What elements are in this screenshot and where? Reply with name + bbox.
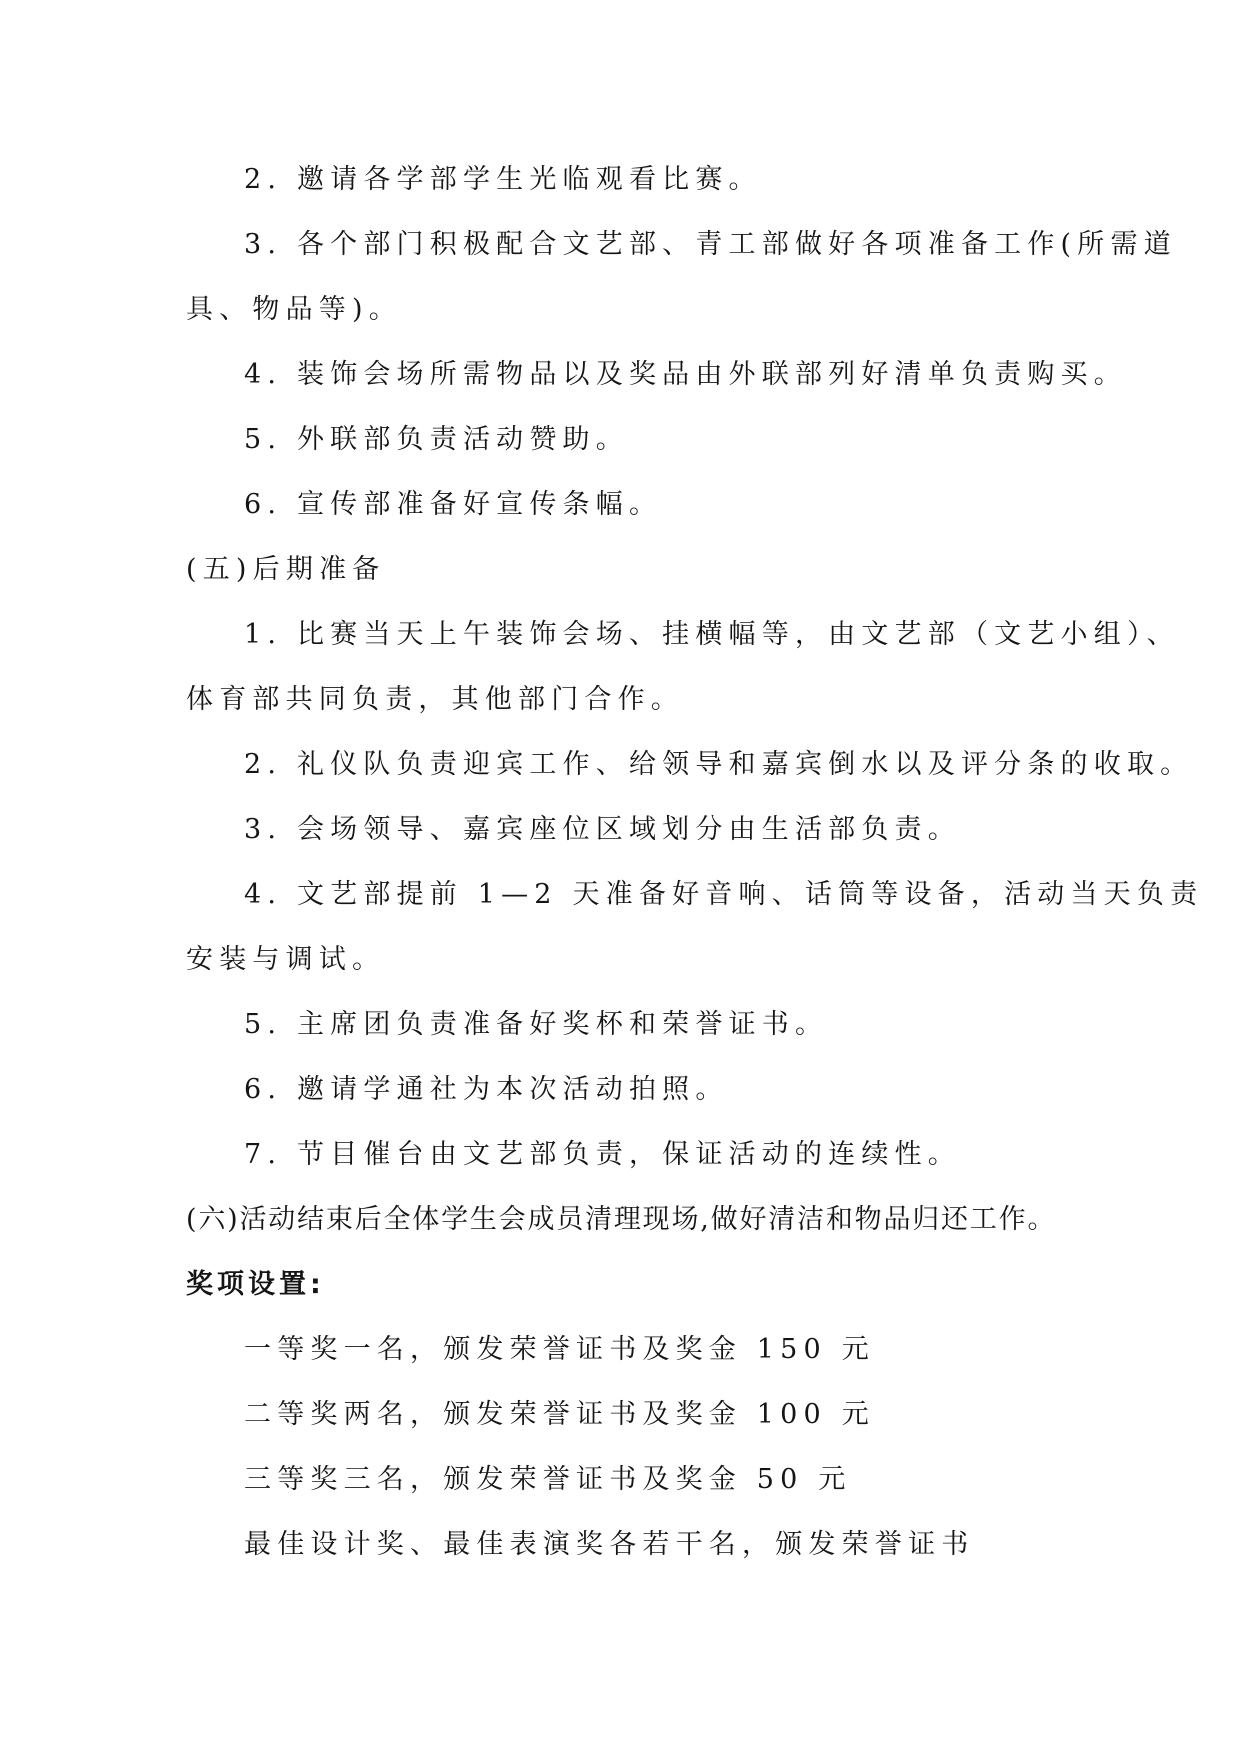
- item-trophies-certificates: 5. 主席团负责准备好奖杯和荣誉证书。: [244, 1009, 829, 1040]
- award-third-prize: 三等奖三名，颁发荣誉证书及奖金 50 元: [244, 1464, 852, 1495]
- section-cleanup: (六)活动结束后全体学生会成员清理现场,做好清洁和物品归还工作。: [186, 1204, 1057, 1235]
- item-photography: 6. 邀请学通社为本次活动拍照。: [244, 1074, 729, 1105]
- item-invite-students: 2. 邀请各学部学生光临观看比赛。: [244, 164, 762, 195]
- item-audio-equipment: 4. 文艺部提前 1—2 天准备好音响、话筒等设备，活动当天负责: [244, 879, 1204, 910]
- awards-heading: 奖项设置:: [186, 1269, 325, 1300]
- item-departments-cooperate: 3. 各个部门积极配合文艺部、青工部做好各项准备工作(所需道: [244, 229, 1177, 260]
- award-second-prize: 二等奖两名，颁发荣誉证书及奖金 100 元: [244, 1399, 875, 1430]
- item-sponsorship: 5. 外联部负责活动赞助。: [244, 424, 629, 455]
- item-etiquette-team: 2. 礼仪队负责迎宾工作、给领导和嘉宾倒水以及评分条的收取。: [244, 749, 1194, 780]
- item-venue-decoration-cont: 体育部共同负责，其他部门合作。: [186, 684, 684, 715]
- section-heading-post-preparation: (五)后期准备: [186, 554, 386, 585]
- item-stage-management: 7. 节目催台由文艺部负责，保证活动的连续性。: [244, 1139, 961, 1170]
- item-audio-equipment-cont: 安装与调试。: [186, 944, 386, 975]
- item-venue-decoration: 1. 比赛当天上午装饰会场、挂横幅等，由文艺部（文艺小组）、: [244, 619, 1180, 650]
- item-seating-division: 3. 会场领导、嘉宾座位区域划分由生活部负责。: [244, 814, 961, 845]
- item-departments-cooperate-cont: 具、物品等)。: [186, 294, 402, 325]
- item-banners: 6. 宣传部准备好宣传条幅。: [244, 489, 663, 520]
- award-first-prize: 一等奖一名，颁发荣誉证书及奖金 150 元: [244, 1334, 875, 1365]
- award-special-prizes: 最佳设计奖、最佳表演奖各若干名，颁发荣誉证书: [244, 1529, 975, 1560]
- item-decoration-purchase: 4. 装饰会场所需物品以及奖品由外联部列好清单负责购买。: [244, 359, 1127, 390]
